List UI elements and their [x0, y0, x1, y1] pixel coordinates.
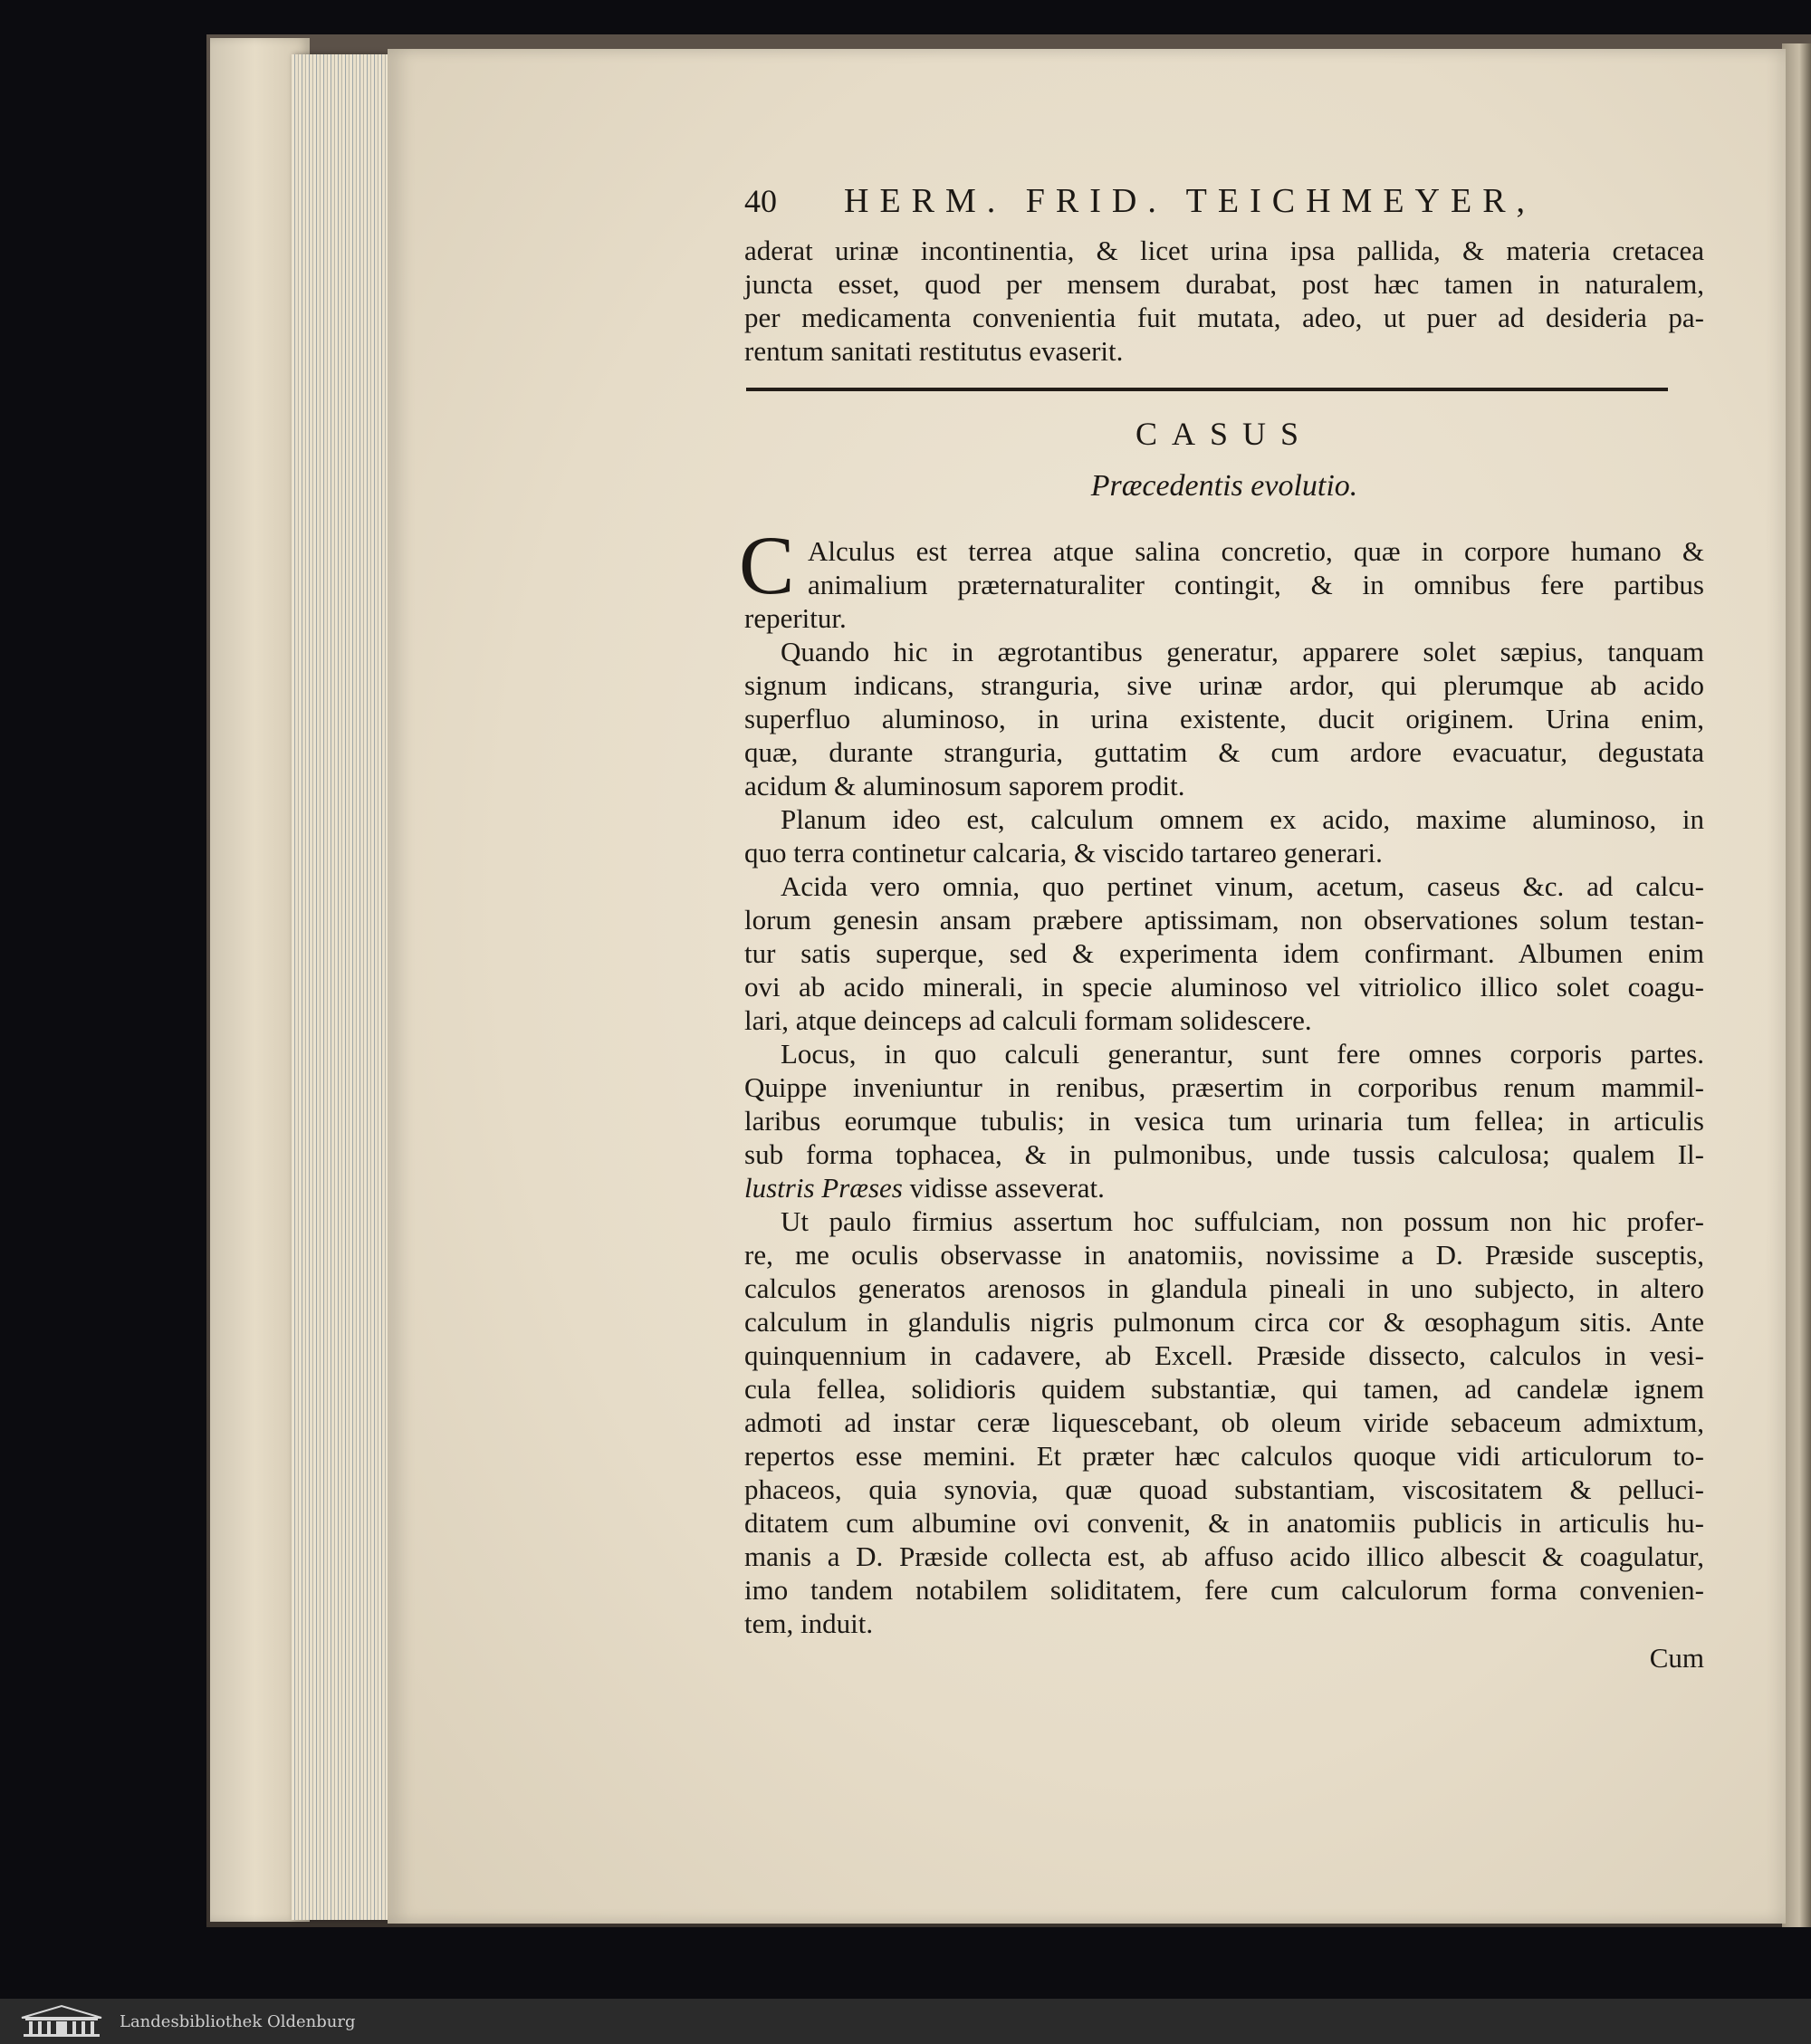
- library-name: Landesbibliothek Oldenburg: [120, 2011, 356, 2031]
- section-rule: [746, 388, 1668, 391]
- text-line: tur satis superque, sed & experimenta idem confirmant. Albumen enim: [744, 937, 1704, 969]
- text-line: per medicamenta convenientia fuit mutata, adeo, ut puer ad desideria pa-: [744, 302, 1704, 333]
- text-line: Ut paulo firmius assertum hoc suffulciam, non possum non hic profer-: [781, 1205, 1704, 1237]
- text-line: re, me oculis observasse in anatomiis, novissime a D. Præside susceptis,: [744, 1239, 1704, 1271]
- page-number: 40: [744, 183, 777, 219]
- text-line: manis a D. Præside collecta est, ab affuso acido illico albescit & coagulatur,: [744, 1540, 1704, 1572]
- drop-cap: C: [739, 519, 795, 611]
- text-line: laribus eorumque tubulis; in vesica tum urinaria tum fellea; in articulis: [744, 1105, 1704, 1137]
- continuation-paragraph: [744, 234, 1704, 368]
- text-line: quo terra continetur calcaria, & viscido tartareo generari.: [744, 837, 1383, 868]
- text-line: rentum sanitati restitutus evaserit.: [744, 335, 1124, 367]
- text-line: ovi ab acido minerali, in specie aluminoso vel vitriolico illico solet coagu-: [744, 971, 1704, 1003]
- text-line: phaceos, quia synovia, quæ quoad substantiam, viscositatem & pelluci-: [744, 1473, 1704, 1505]
- page-text: [739, 181, 1704, 1678]
- running-head-title: HERM. FRID. TEICHMEYER,: [844, 182, 1537, 220]
- text-line: reperitur.: [744, 602, 847, 634]
- text-line: imo tandem notabilem soliditatem, fere cum calculorum forma convenien-: [744, 1574, 1704, 1606]
- paragraph-5: [744, 1037, 1704, 1204]
- paragraph-6: [744, 1204, 1704, 1640]
- text-line: tem, induit.: [744, 1607, 874, 1639]
- text-line: repertos esse memini. Et præter hæc calculos quoque vidi articulorum to-: [744, 1440, 1704, 1472]
- page-edges: [292, 54, 389, 1920]
- text-line: animalium præternaturaliter contingit, & in omnibus fere partibus: [808, 569, 1704, 600]
- section-heading: CASUS: [1135, 416, 1314, 452]
- text-line: sub forma tophacea, & in pulmonibus, unde tussis calculosa; qualem Il-: [744, 1138, 1704, 1170]
- text-line: Locus, in quo calculi generantur, sunt fere omnes corporis partes.: [781, 1038, 1704, 1070]
- text-line: lari, atque deinceps ad calculi formam solidescere.: [744, 1004, 1312, 1036]
- paragraph-4: [744, 869, 1704, 1037]
- running-head: [744, 181, 1704, 234]
- section-subtitle: Præcedentis evolutio.: [1090, 469, 1358, 503]
- text-line: Acida vero omnia, quo pertinet vinum, acetum, caseus &c. ad calcu-: [781, 870, 1704, 902]
- text-line: ditatem cum albumine ovi convenit, & in anatomiis publicis in articulis hu-: [744, 1507, 1704, 1539]
- text-line: cula fellea, solidioris quidem substantiæ, qui tamen, ad candelæ ignem: [744, 1373, 1704, 1405]
- text-line: aderat urinæ incontinentia, & licet urina ipsa pallida, & materia cretacea: [744, 235, 1704, 266]
- text-line: juncta esset, quod per mensem durabat, post hæc tamen in naturalem,: [744, 268, 1704, 300]
- text-line: superfluo aluminoso, in urina existente, ducit originem. Urina enim,: [744, 703, 1704, 734]
- paragraph-3: [744, 802, 1704, 869]
- book-gutter: [1782, 43, 1811, 1927]
- paragraph-1: [739, 519, 1704, 635]
- text-line: quinquennium in cadavere, ab Excell. Præside dissecto, calculos in vesi-: [744, 1339, 1704, 1371]
- text-line: acidum & aluminosum saporem prodit.: [744, 770, 1185, 801]
- text-line: signum indicans, stranguria, sive urinæ ardor, qui plerumque ab acido: [744, 669, 1704, 701]
- text-line: lorum genesin ansam præbere aptissimam, non observationes solum testan-: [744, 904, 1704, 936]
- text-line: calculos generatos arenosos in glandula pineali in uno subjecto, in altero: [744, 1272, 1704, 1304]
- text-line: [744, 1171, 1704, 1204]
- catchword: Cum: [1649, 1642, 1704, 1674]
- italic-text: lustris Præses: [744, 1172, 903, 1204]
- text-line: quæ, durante stranguria, guttatim & cum ardore evacuatur, degustata: [744, 736, 1704, 768]
- text-run: vidisse asseverat.: [902, 1172, 1105, 1204]
- text-line: Quando hic in ægrotantibus generatur, apparere solet sæpius, tanquam: [781, 636, 1704, 667]
- footer-bar: [0, 1999, 1811, 2044]
- text-line: admoti ad instar ceræ liquescebant, ob oleum viride sebaceum admixtum,: [744, 1406, 1704, 1438]
- library-building-icon: [18, 2003, 105, 2039]
- text-line: Quippe inveniuntur in renibus, præsertim in corporibus renum mammil-: [744, 1071, 1704, 1103]
- text-line: calculum in glandulis nigris pulmonum circa cor & œsophagum sitis. Ante: [744, 1306, 1704, 1338]
- text-line: Alculus est terrea atque salina concretio, quæ in corpore humano &: [808, 535, 1704, 567]
- paragraph-2: [744, 635, 1704, 802]
- text-line: Planum ideo est, calculum omnem ex acido, maxime aluminoso, in: [781, 803, 1704, 835]
